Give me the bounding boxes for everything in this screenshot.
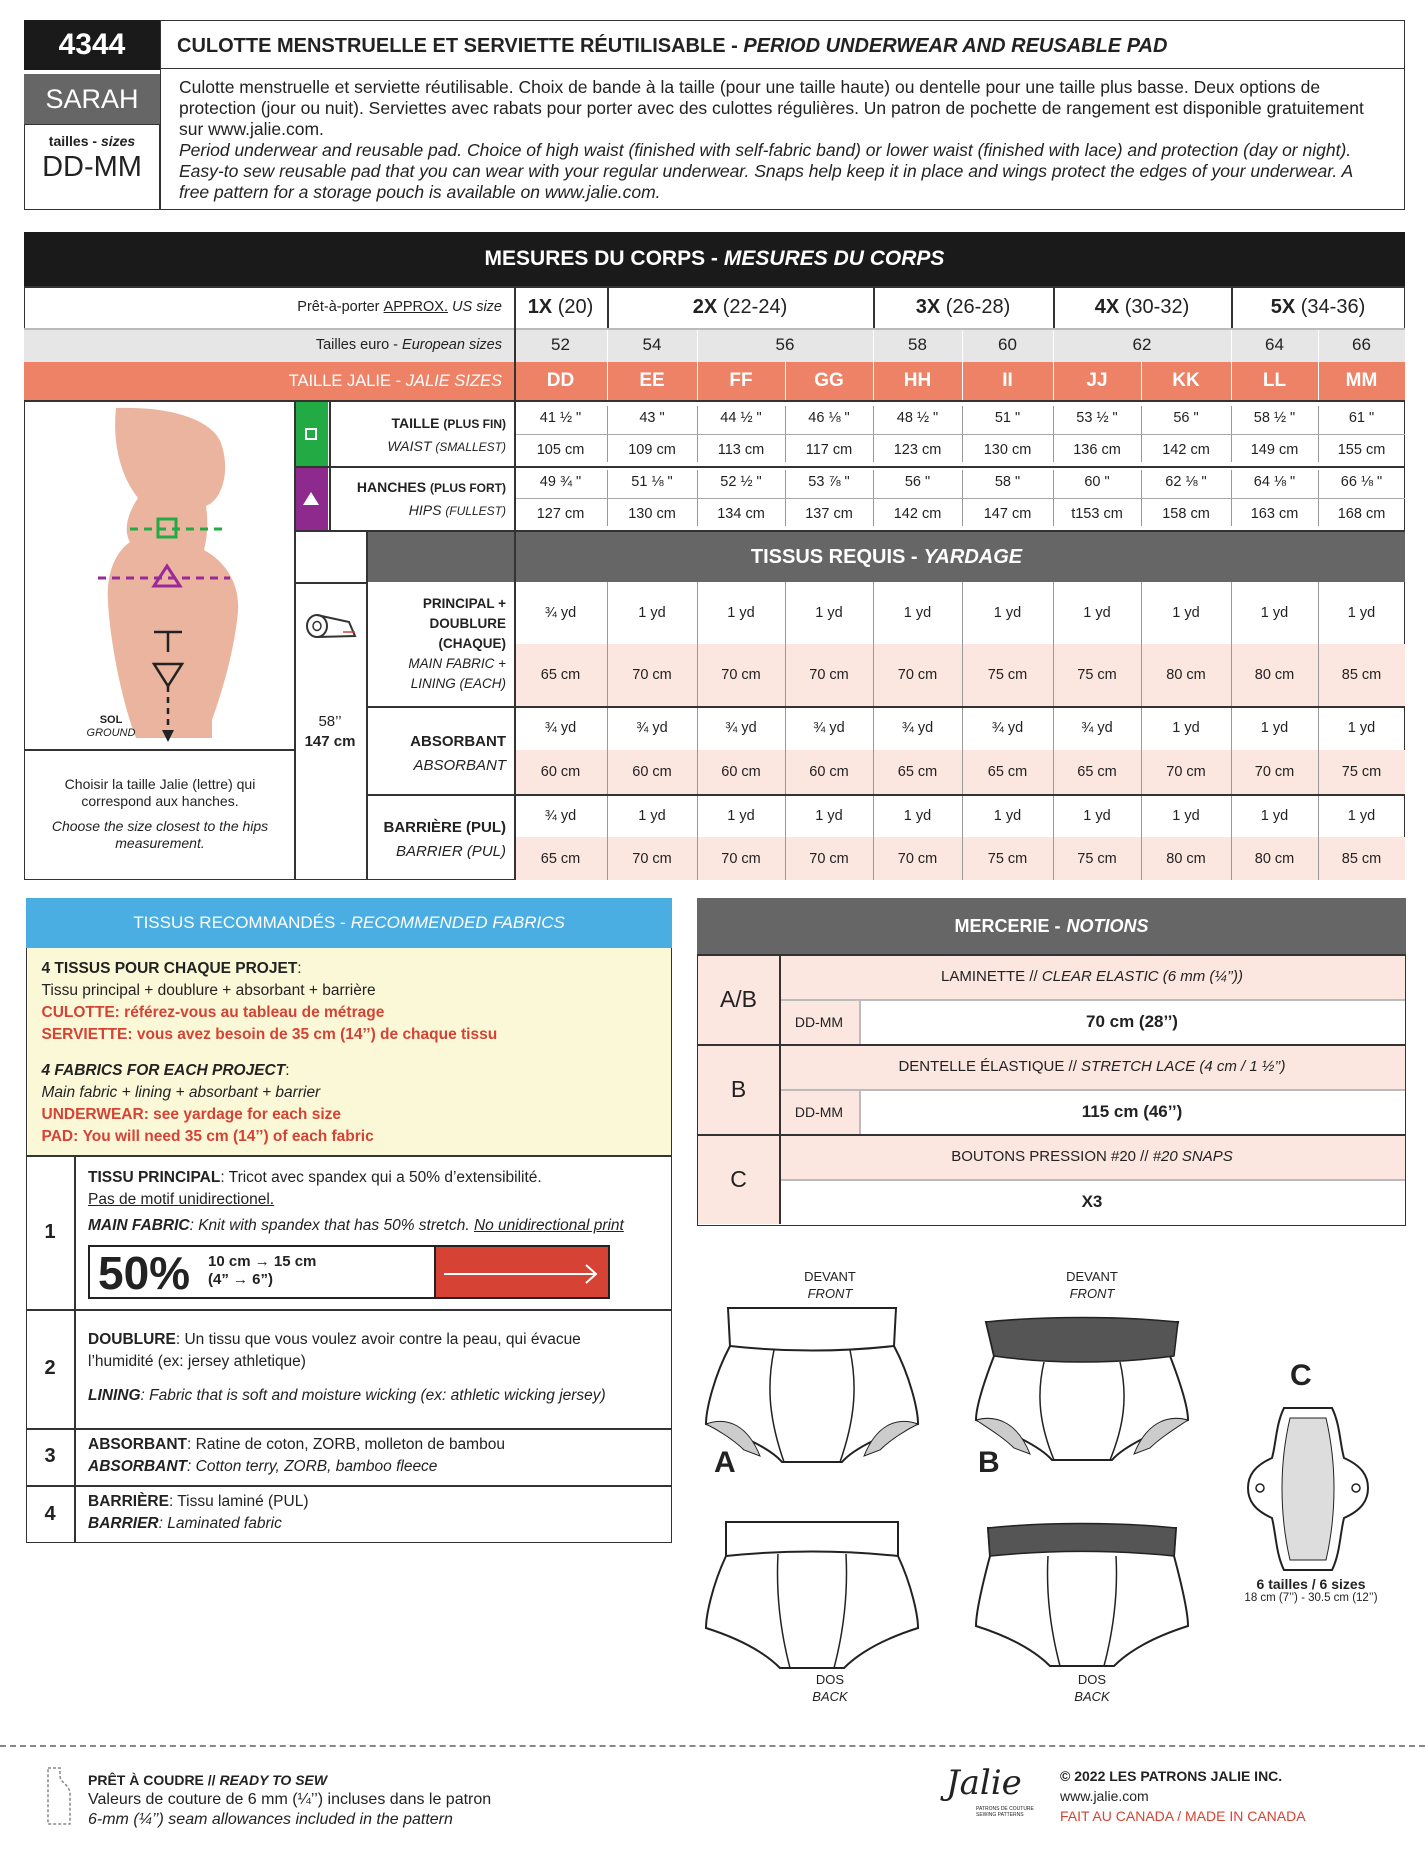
us-size-label: Prêt-à-porter APPROX. US size [297, 299, 502, 315]
pattern-name: SARAH [24, 74, 160, 124]
jalie-size-label: TAILLE JALIE - JALIE SIZES [288, 371, 502, 390]
fabric-width: 58’’ 147 cm [304, 713, 356, 750]
footer-ready-to-sew: PRÊT À COUDRE // READY TO SEW Valeurs de couture de 6 mm (¼’’) incluses dans le patron 6-mm (¼’’) seam allowances included in the pattern [88, 1772, 492, 1828]
notions-title: MERCERIE - NOTIONS [697, 898, 1406, 954]
pattern-code: 4344 [24, 20, 160, 70]
waist-cm-cell: 109 cm [628, 442, 676, 458]
main-fabric-label: PRINCIPAL + DOUBLURE (CHAQUE) MAIN FABRIC + LINING (EACH) [408, 596, 506, 691]
fabric-3-number: 3 [44, 1445, 56, 1467]
fabric-roll-icon [303, 606, 359, 642]
main-cm-cell: 85 cm [1341, 667, 1382, 683]
waist-in-cell: 43 " [639, 410, 665, 426]
absorbant-label: ABSORBANT ABSORBANT [410, 733, 506, 774]
main-cm-cell: 75 cm [987, 667, 1028, 683]
eu-size-cell: 62 [1132, 335, 1152, 354]
us-size-cell: 3X (26-28) [915, 295, 1011, 318]
hips-in-cell: 53 ⅞ " [808, 474, 850, 490]
bar-yd-cell: ¾ yd [544, 807, 577, 824]
fabrics-title: TISSUS RECOMMANDÉS - RECOMMENDED FABRICS [26, 898, 672, 948]
fabric-2-text: DOUBLURE: Un tissu que vous voulez avoir contre la peau, qui évacue l’humidité (ex: jersey athletique) LINING: Fabric that is soft and moisture wicking (ex: athletic wicking jersey) [88, 1331, 606, 1404]
waist-in-cell: 44 ½ " [720, 410, 762, 426]
pattern-title: CULOTTE MENSTRUELLE ET SERVIETTE RÉUTILISABLE - PERIOD UNDERWEAR AND REUSABLE PAD [161, 21, 1404, 69]
hips-in-cell: 58 " [994, 474, 1021, 490]
waist-cm-cell: 123 cm [893, 442, 942, 458]
abs-cm-cell: 75 cm [1341, 764, 1382, 780]
hips-in-cell: 52 ½ " [720, 474, 762, 490]
main-yd-cell: ¾ yd [544, 605, 577, 621]
view-c-label: C [1290, 1359, 1312, 1392]
sizes-range: DD-MM [42, 151, 142, 183]
eu-size-cell: 60 [998, 335, 1017, 354]
notion-b-size: DD-MM [779, 1089, 859, 1134]
fabric-1-number: 1 [44, 1220, 56, 1243]
stretch-measure: 10 cm → 15 cm (4” → 6”) [208, 1253, 317, 1288]
abs-yd-cell: 1 yd [1347, 720, 1376, 736]
view-c-pad-drawing [1244, 1404, 1372, 1574]
view-b-front-label: DEVANT FRONT [1066, 1269, 1118, 1301]
jalie-size-cell: EE [639, 370, 665, 391]
abs-yd-cell: 1 yd [1260, 720, 1289, 736]
jalie-size-cell: MM [1345, 370, 1378, 391]
barrier-label: BARRIÈRE (PUL) BARRIER (PUL) [383, 819, 506, 860]
square-icon [305, 428, 317, 440]
abs-cm-cell: 60 cm [540, 764, 581, 780]
abs-yd-cell: ¾ yd [901, 720, 934, 736]
waist-cm-cell: 155 cm [1337, 442, 1386, 458]
abs-cm-cell: 65 cm [1077, 764, 1117, 780]
main-yd-cell: 1 yd [903, 605, 932, 621]
hips-in-cell: 62 ⅛ " [1165, 474, 1207, 490]
bar-yd-cell: 1 yd [1083, 807, 1111, 824]
main-yd-cell: 1 yd [727, 605, 755, 621]
bar-cm-cell: 80 cm [1254, 850, 1295, 867]
eu-size-cell: 66 [1352, 335, 1371, 354]
waist-cm-cell: 142 cm [1162, 442, 1210, 458]
hips-in-cell: 51 ⅛ " [631, 474, 673, 490]
description-fr: Culotte menstruelle et serviette réutilisable. Choix de bande à la taille (pour une taille haute) ou dentelle pour une taille plus basse. Deux options de protection (jour ou nuit). Serviettes avec rabats pour porter avec des culottes régulières. Un patron de pochette de rangement est disponible gratuitement sur www.jalie.com. [179, 77, 1364, 139]
hips-in-cell: 49 ¾ " [539, 474, 582, 490]
bar-cm-cell: 70 cm [632, 850, 672, 867]
jalie-size-cell: DD [546, 370, 575, 391]
us-size-cell: 1X (20) [527, 295, 594, 318]
view-b-front-drawing [974, 1306, 1190, 1466]
fabric-4-row [26, 1485, 672, 1543]
fabric-1-text: TISSU PRINCIPAL: Tricot avec spandex qui a 50% d’extensibilité. Pas de motif unidirectionel. MAIN FABRIC: Knit with spandex that has 50% stretch. No unidirectional print [88, 1169, 624, 1234]
bar-cm-cell: 75 cm [987, 850, 1028, 867]
main-cm-cell: 80 cm [1166, 667, 1206, 683]
bar-yd-cell: 1 yd [727, 807, 755, 824]
us-size-cell: 4X (30-32) [1094, 295, 1190, 318]
waist-marker-cell [294, 402, 328, 466]
notion-snaps: BOUTONS PRESSION #20 // #20 SNAPS [779, 1134, 1405, 1179]
ground-label: SOL GROUND [86, 714, 136, 739]
notion-clear-elastic: LAMINETTE // CLEAR ELASTIC (6 mm (¼’’)) [779, 954, 1405, 999]
eu-size-cell: 52 [551, 335, 570, 354]
bar-cm-cell: 70 cm [809, 850, 849, 867]
jalie-size-cell: GG [814, 370, 844, 391]
fabric-4-text: BARRIÈRE: Tissu laminé (PUL) BARRIER: Laminated fabric [88, 1493, 309, 1532]
bar-yd-cell: 1 yd [815, 807, 843, 824]
hips-cm-cell: 134 cm [717, 506, 765, 522]
view-a-front-drawing [704, 1306, 920, 1466]
jalie-logo: Jalie [946, 1763, 1022, 1803]
notion-c-label: C [730, 1165, 747, 1192]
waist-cm-cell: 149 cm [1250, 442, 1299, 458]
stretch-gauge [88, 1245, 610, 1299]
us-size-cell: 5X (34-36) [1270, 295, 1366, 318]
stretch-bar [434, 1247, 608, 1297]
hips-cm-cell: 158 cm [1162, 506, 1210, 522]
hips-cm-cell: 127 cm [536, 506, 585, 522]
main-yd-cell: 1 yd [1083, 605, 1111, 621]
main-yd-cell: 1 yd [1172, 605, 1200, 621]
notion-stretch-lace: DENTELLE ÉLASTIQUE // STRETCH LACE (4 cm / 1 ½’’) [779, 1044, 1405, 1089]
waist-in-cell: 53 ½ " [1076, 410, 1118, 426]
body-figure-illustration [26, 402, 291, 750]
choose-size-note: Choisir la taille Jalie (lettre) qui correspond aux hanches. Choose the size closest to the hips measurement. [51, 776, 269, 851]
measurements-grid [0, 0, 1425, 900]
abs-yd-cell: 1 yd [1172, 720, 1200, 736]
arrow-right-icon [436, 1247, 610, 1297]
fabric-2-row [26, 1309, 672, 1428]
jalie-size-cell: LL [1262, 370, 1287, 391]
view-a-back-label: DOS BACK [812, 1672, 848, 1704]
pad-sizes-note: 6 tailles / 6 sizes 18 cm (7’’) - 30.5 cm (12’’) [1244, 1576, 1378, 1604]
main-yd-cell: 1 yd [1260, 605, 1289, 621]
fabric-2-number: 2 [44, 1357, 56, 1379]
waist-cm-cell: 105 cm [536, 442, 585, 458]
abs-yd-cell: ¾ yd [991, 720, 1024, 736]
main-cm-cell: 70 cm [809, 667, 849, 683]
waist-in-cell: 56 " [1173, 410, 1199, 426]
abs-yd-cell: ¾ yd [1081, 720, 1113, 736]
stretch-percent: 50% [98, 1247, 191, 1299]
sizes-label: tailles - sizes [48, 133, 136, 149]
notion-ab-size: DD-MM [779, 999, 859, 1044]
bar-cm-cell: 75 cm [1077, 850, 1117, 867]
waist-in-cell: 48 ½ " [896, 410, 939, 426]
eu-size-cell: 58 [908, 335, 927, 354]
notion-b-value: 115 cm (46’’) [1081, 1101, 1183, 1121]
main-cm-cell: 70 cm [721, 667, 761, 683]
bar-yd-cell: 1 yd [903, 807, 932, 824]
hips-cm-cell: 130 cm [628, 506, 676, 522]
hips-in-cell: 56 " [904, 474, 931, 490]
bar-cm-cell: 70 cm [721, 850, 761, 867]
waist-in-cell: 58 ½ " [1253, 410, 1296, 426]
main-yd-cell: 1 yd [638, 605, 666, 621]
measurements-title: MESURES DU CORPS - MESURES DU CORPS [24, 232, 1405, 286]
abs-yd-cell: ¾ yd [544, 720, 577, 736]
jalie-size-cell: HH [903, 370, 932, 391]
main-yd-cell: 1 yd [815, 605, 843, 621]
hips-cm-cell: 168 cm [1337, 506, 1386, 522]
eu-size-cell: 54 [642, 335, 662, 354]
pattern-piece-icon [44, 1766, 74, 1826]
hips-cm-cell: t153 cm [1071, 506, 1123, 522]
view-a-back-drawing [704, 1520, 920, 1670]
abs-cm-cell: 60 cm [632, 764, 672, 780]
main-yd-cell: 1 yd [993, 605, 1022, 621]
fabric-3-text: ABSORBANT: Ratine de coton, ZORB, molleton de bambou ABSORBANT: Cotton terry, ZORB, bamboo fleece [88, 1436, 505, 1475]
abs-cm-cell: 60 cm [809, 764, 849, 780]
bar-cm-cell: 85 cm [1341, 850, 1382, 867]
bar-yd-cell: 1 yd [1172, 807, 1200, 824]
footer-copyright-block: © 2022 LES PATRONS JALIE INC. www.jalie.com FAIT AU CANADA / MADE IN CANADA [1060, 1768, 1306, 1824]
abs-yd-cell: ¾ yd [813, 720, 845, 736]
waist-cm-cell: 136 cm [1073, 442, 1121, 458]
main-cm-cell: 70 cm [632, 667, 672, 683]
main-cm-cell: 65 cm [540, 667, 581, 683]
hips-in-cell: 60 " [1084, 474, 1110, 490]
eu-size-label: Tailles euro - European sizes [315, 337, 502, 353]
waist-cm-cell: 113 cm [717, 442, 765, 458]
view-a-label: A [714, 1446, 736, 1479]
notion-b-label: B [730, 1075, 747, 1102]
main-yd-cell: 1 yd [1347, 605, 1376, 621]
eu-size-cell: 64 [1265, 335, 1284, 354]
bar-yd-cell: 1 yd [993, 807, 1022, 824]
abs-cm-cell: 70 cm [1254, 764, 1295, 780]
hips-marker-cell [294, 466, 328, 530]
hips-label: HANCHES (PLUS FORT) HIPS (FULLEST) [356, 479, 506, 518]
jalie-size-cell: JJ [1086, 370, 1108, 391]
waist-in-cell: 46 ⅛ " [808, 410, 850, 426]
footer-divider [0, 1745, 1425, 1747]
hips-cm-cell: 142 cm [893, 506, 942, 522]
bar-yd-cell: 1 yd [638, 807, 666, 824]
view-b-back-label: DOS BACK [1074, 1672, 1110, 1704]
hips-cm-cell: 137 cm [805, 506, 853, 522]
hips-in-cell: 64 ⅛ " [1253, 474, 1296, 490]
waist-in-cell: 51 " [994, 410, 1021, 426]
abs-cm-cell: 70 cm [1166, 764, 1206, 780]
fabrics-intro: 4 TISSUS POUR CHAQUE PROJET: Tissu principal + doublure + absorbant + barrière CULOTTE: référez-vous au tableau de métrage SERVIETTE: vous avez besoin de 35 cm (14’’) de chaque tissu 4 FABRICS FOR EACH PROJECT: Main fabric + lining + absorbant + barrier UNDERWEAR: see yardage for each size PAD: You will need 35 cm (14’’) of each fabric [28, 948, 671, 1155]
us-size-cell: 2X (22-24) [692, 295, 788, 318]
view-b-back-drawing [974, 1520, 1190, 1670]
abs-yd-cell: ¾ yd [636, 720, 668, 736]
main-cm-cell: 70 cm [897, 667, 938, 683]
main-cm-cell: 80 cm [1254, 667, 1295, 683]
fabric-4-number: 4 [44, 1502, 56, 1525]
waist-in-cell: 41 ½ " [539, 410, 582, 426]
waist-cm-cell: 130 cm [983, 442, 1032, 458]
hips-cm-cell: 163 cm [1250, 506, 1299, 522]
abs-cm-cell: 60 cm [721, 764, 761, 780]
abs-cm-cell: 65 cm [987, 764, 1028, 780]
bar-yd-cell: 1 yd [1347, 807, 1376, 824]
notion-ab-value: 70 cm (28’’) [1086, 1011, 1178, 1031]
eu-size-cell: 56 [775, 335, 795, 354]
waist-in-cell: 61 " [1348, 410, 1375, 426]
bar-cm-cell: 65 cm [540, 850, 581, 867]
jalie-size-cell: II [1002, 370, 1013, 391]
view-a-front-label: DEVANT FRONT [804, 1269, 856, 1301]
waist-cm-cell: 117 cm [805, 442, 853, 458]
bar-yd-cell: 1 yd [1260, 807, 1289, 824]
fabric-1-row [26, 1155, 672, 1309]
main-cm-cell: 75 cm [1077, 667, 1117, 683]
waist-label: TAILLE (PLUS FIN) WAIST (SMALLEST) [387, 415, 506, 454]
abs-yd-cell: ¾ yd [725, 720, 757, 736]
bar-cm-cell: 80 cm [1166, 850, 1206, 867]
jalie-logo-subtitle: PATRONS DE COUTURE SEWING PATTERNS [976, 1806, 1034, 1818]
hips-cm-cell: 147 cm [983, 506, 1032, 522]
jalie-size-cell: KK [1172, 370, 1200, 391]
triangle-icon [303, 492, 319, 505]
hips-in-cell: 66 ⅛ " [1340, 474, 1383, 490]
view-b-label: B [978, 1446, 1000, 1479]
fabric-3-row [26, 1428, 672, 1485]
yardage-title: TISSUS REQUIS - YARDAGE [368, 532, 1405, 582]
description-en: Period underwear and reusable pad. Choice of high waist (finished with self-fabric band) or lower waist (finished with lace) and protection (day or night). Easy-to sew reusable pad that you can wear with your regular underwear. Snaps help keep it in place and wings protect the edges of your underwear. A free pattern for a storage pouch is available on www.jalie.com. [179, 140, 1353, 202]
abs-cm-cell: 65 cm [897, 764, 938, 780]
bar-cm-cell: 70 cm [897, 850, 938, 867]
notion-c-value: X3 [1081, 1191, 1103, 1211]
notion-ab-label: A/B [719, 985, 758, 1012]
jalie-size-cell: FF [729, 370, 753, 391]
